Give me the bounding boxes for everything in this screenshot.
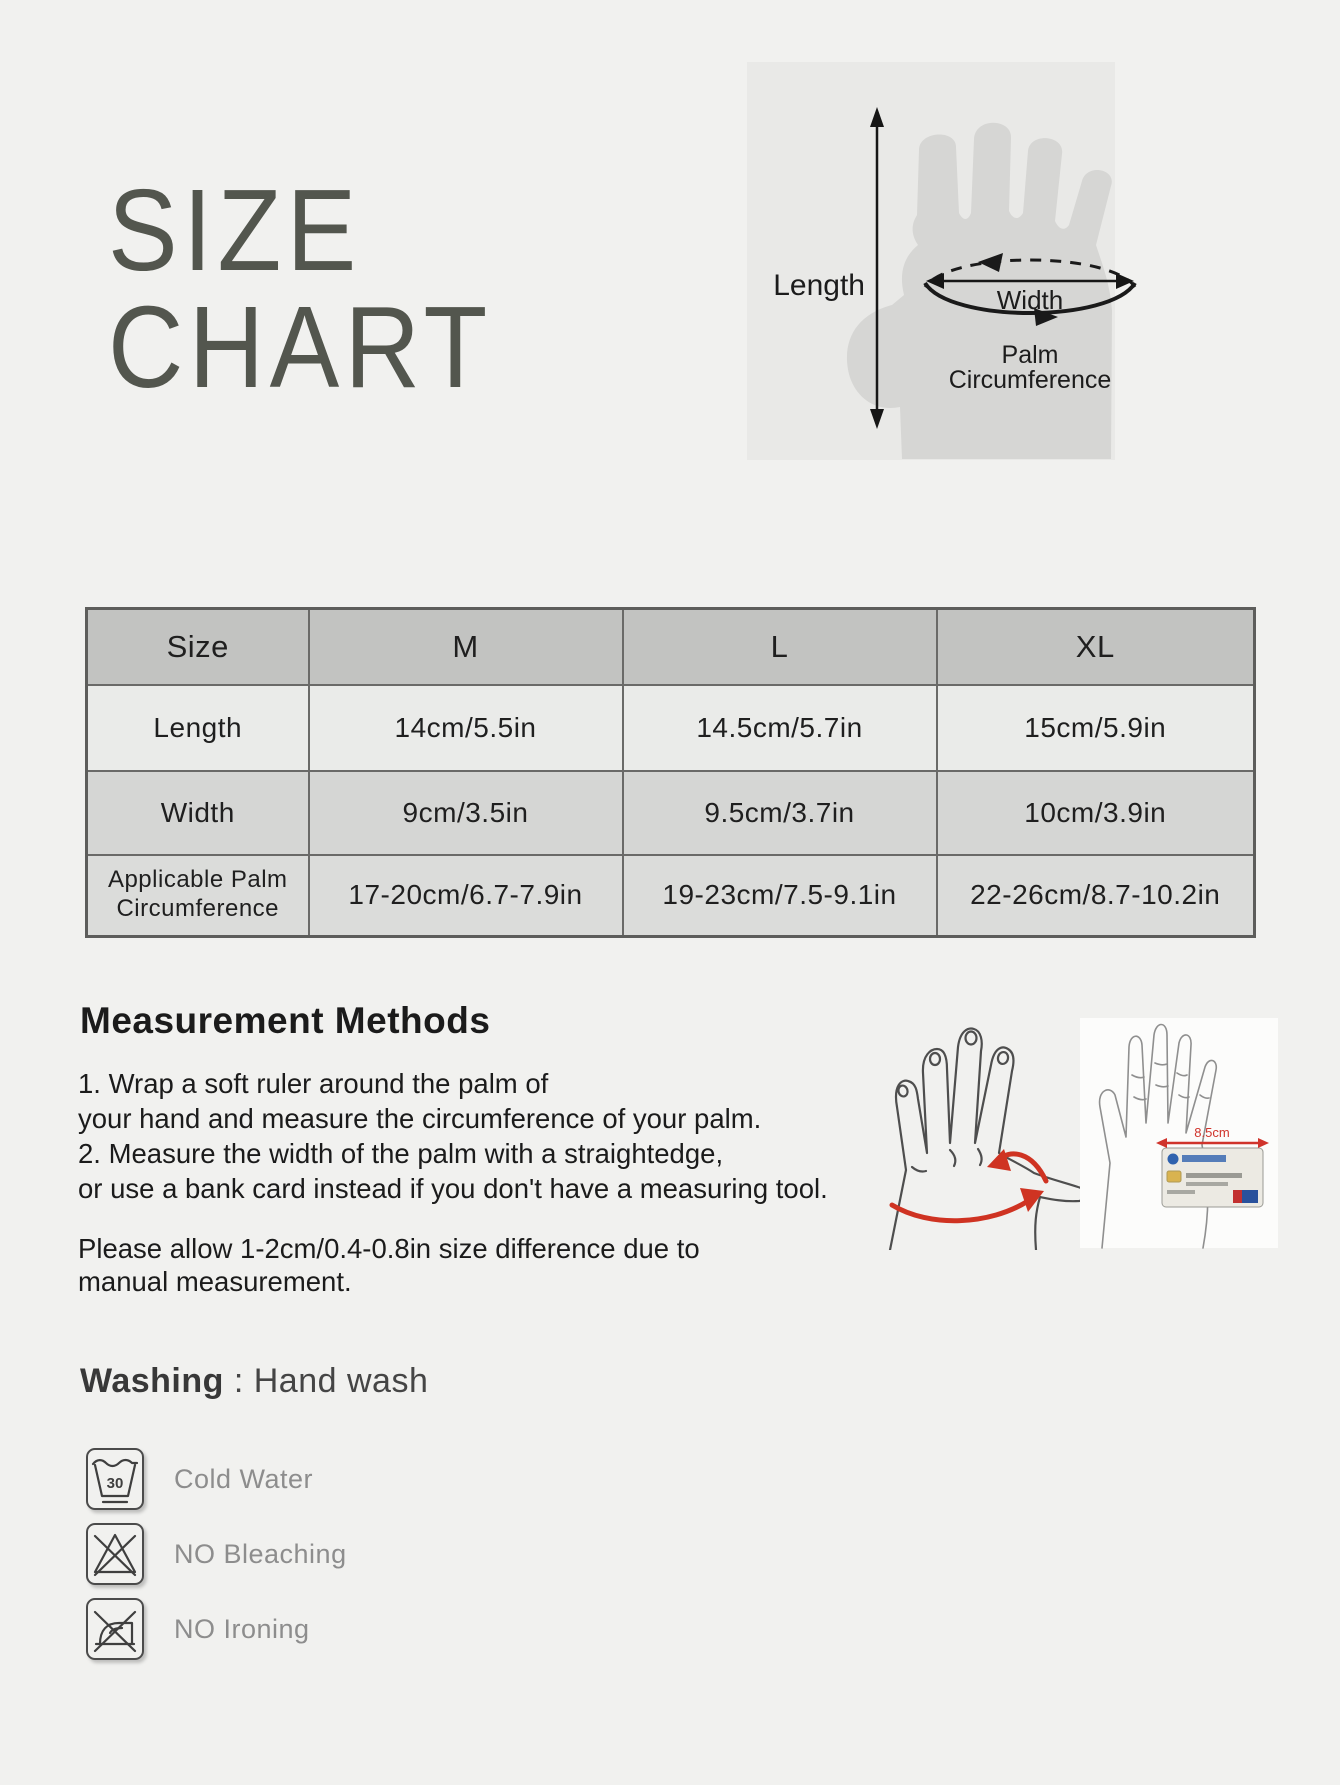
- palm-xl-value: 22-26cm/8.7-10.2in: [937, 855, 1255, 937]
- washing-separator: :: [223, 1362, 254, 1400]
- width-l-value: 9.5cm/3.7in: [623, 771, 937, 855]
- width-xl-value: 10cm/3.9in: [937, 771, 1255, 855]
- palm-circumference-label-line1: Palm: [1001, 341, 1059, 369]
- row-label-width: Width: [87, 771, 309, 855]
- care-label-no-bleaching: NO Bleaching: [174, 1538, 347, 1569]
- care-item-no-ironing: [86, 1600, 347, 1658]
- row-label-palm-circumference: Applicable Palm Circumference: [87, 855, 309, 937]
- washing-line: [80, 1362, 428, 1401]
- col-header-m: M: [309, 609, 623, 685]
- washing-value: Hand wash: [253, 1362, 429, 1400]
- length-xl-value: 15cm/5.9in: [937, 685, 1255, 771]
- length-label: Length: [773, 269, 865, 302]
- table-row-length: [87, 685, 1255, 771]
- measurement-methods-heading: Measurement Methods: [80, 1000, 491, 1041]
- table-row-width: [87, 771, 1255, 855]
- care-label-no-ironing: NO Ironing: [174, 1613, 310, 1644]
- col-header-xl: XL: [937, 609, 1255, 685]
- page-title-line2: CHART: [108, 282, 493, 412]
- palm-l-value: 19-23cm/7.5-9.1in: [623, 855, 937, 937]
- hand-measure-illustrations: [850, 985, 1290, 1250]
- col-header-size: Size: [87, 609, 309, 685]
- hand-card-measure-illustration: [1080, 1018, 1278, 1248]
- care-label-cold-water: Cold Water: [174, 1463, 314, 1494]
- page-title-line1: SIZE: [108, 165, 362, 295]
- table-row-palm-circumference: [87, 855, 1255, 937]
- measurement-note: [78, 1232, 700, 1298]
- measurement-line-2: your hand and measure the circumference of your palm.: [78, 1103, 762, 1134]
- measure-around-arrow-icon: [892, 1149, 1046, 1221]
- palm-m-value: 17-20cm/6.7-7.9in: [309, 855, 623, 937]
- row-label-length: Length: [87, 685, 309, 771]
- care-item-cold-water: [86, 1450, 347, 1508]
- page-title: [108, 165, 493, 412]
- washing-label: Washing: [80, 1362, 224, 1400]
- measurement-line-4: or use a bank card instead if you don't have a measuring tool.: [78, 1173, 828, 1204]
- measurement-methods-text: [78, 1066, 828, 1206]
- measurement-note-line-1: Please allow 1-2cm/0.4-0.8in size difference due to: [78, 1233, 700, 1264]
- length-m-value: 14cm/5.5in: [309, 685, 623, 771]
- size-table-header-row: [87, 609, 1255, 685]
- no-bleach-icon: [86, 1523, 144, 1585]
- size-table: [85, 607, 1256, 938]
- measurement-line-1: 1. Wrap a soft ruler around the palm of: [78, 1068, 549, 1099]
- width-m-value: 9cm/3.5in: [309, 771, 623, 855]
- care-item-no-bleaching: [86, 1525, 347, 1583]
- card-width-label: 8.5cm: [1194, 1125, 1230, 1140]
- col-header-l: L: [623, 609, 937, 685]
- care-instructions-list: [86, 1450, 347, 1675]
- glove-measure-diagram: [740, 55, 1140, 465]
- bank-card-icon: [1162, 1148, 1263, 1207]
- length-l-value: 14.5cm/5.7in: [623, 685, 937, 771]
- width-label: Width: [996, 285, 1064, 315]
- palm-circumference-label-line2: Circumference: [948, 366, 1112, 394]
- wash-30-icon: [86, 1448, 144, 1510]
- measurement-line-3: 2. Measure the width of the palm with a straightedge,: [78, 1138, 724, 1169]
- no-iron-icon: [86, 1598, 144, 1660]
- measurement-note-line-2: manual measurement.: [78, 1266, 352, 1297]
- wash-temperature: 30: [106, 1475, 124, 1492]
